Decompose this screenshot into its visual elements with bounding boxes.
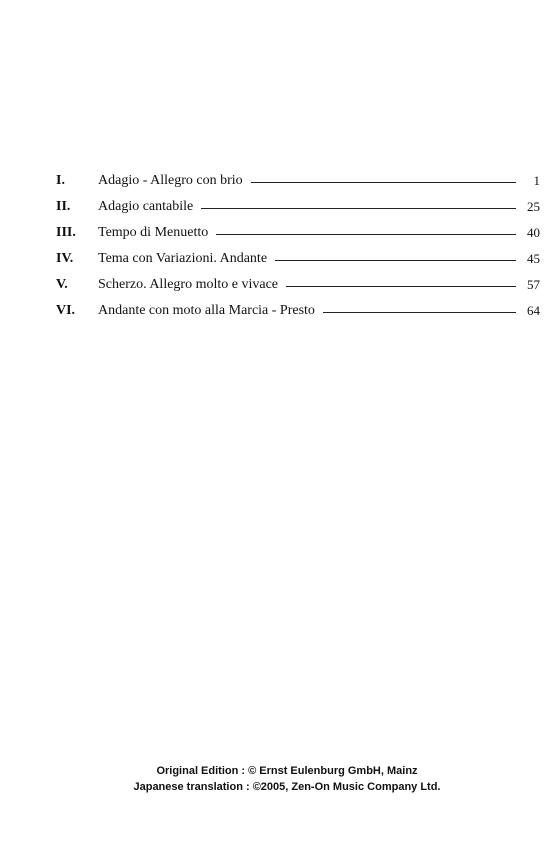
- toc-numeral: I.: [56, 173, 65, 188]
- toc-numeral: III.: [56, 225, 76, 240]
- toc-page-number: 45: [527, 251, 540, 266]
- toc-numeral: V.: [56, 277, 68, 292]
- toc-entry-1[interactable]: [0, 168, 560, 194]
- toc-title: Adagio cantabile: [98, 199, 194, 214]
- toc-leader-line: [251, 182, 516, 183]
- toc-title: Andante con moto alla Marcia - Presto: [98, 303, 315, 318]
- toc-entry-2[interactable]: [0, 194, 560, 220]
- toc-title: Adagio - Allegro con brio: [98, 173, 243, 188]
- japanese-translation-credit: Japanese translation : ©2005, Zen-On Music Company Ltd.: [133, 781, 441, 793]
- toc-numeral: IV.: [56, 251, 74, 266]
- toc-numeral: VI.: [56, 303, 76, 318]
- toc-leader-line: [323, 312, 516, 313]
- toc-leader-line: [216, 234, 516, 235]
- toc-title: Scherzo. Allegro molto e vivace: [98, 277, 278, 292]
- toc-entry-3[interactable]: [0, 220, 560, 246]
- toc-leader-line: [275, 260, 516, 261]
- toc-numeral: II.: [56, 199, 71, 214]
- toc-page-number: 40: [527, 225, 540, 240]
- toc-entry-4[interactable]: [0, 246, 560, 272]
- toc-leader-line: [201, 208, 516, 209]
- table-of-contents: [0, 168, 560, 324]
- toc-title: Tempo di Menuetto: [98, 225, 209, 240]
- toc-title: Tema con Variazioni. Andante: [98, 251, 268, 266]
- original-edition-credit: Original Edition : © Ernst Eulenburg GmbH, Mainz: [156, 765, 418, 777]
- toc-entry-6[interactable]: [0, 298, 560, 324]
- toc-page-number: 57: [527, 277, 540, 292]
- toc-leader-line: [286, 286, 516, 287]
- toc-page-number: 1: [533, 173, 540, 188]
- toc-page-number: 64: [527, 303, 540, 318]
- toc-entry-5[interactable]: [0, 272, 560, 298]
- copyright-footer: [0, 763, 560, 795]
- toc-page-number: 25: [527, 199, 540, 214]
